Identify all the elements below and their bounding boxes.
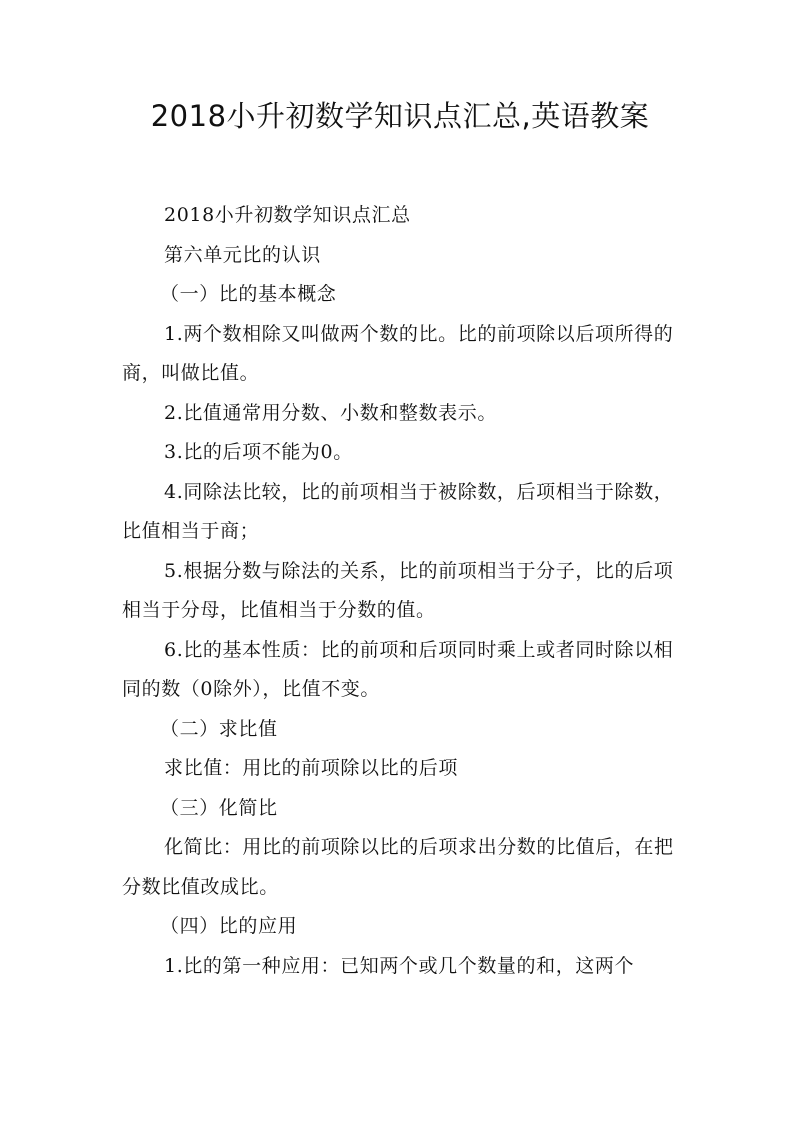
section-heading-2: （二）求比值 [160,717,278,740]
document-title: 2018小升初数学知识点汇总,英语教案 [150,99,650,133]
paragraph-text: 化简比：用比的前项除以比的后项求出分数的比值后，在把分数比值改成比。 [122,836,674,898]
paragraph-text: 求比值：用比的前项除以比的后项 [164,757,459,779]
list-item: 4.同除法比较，比的前项相当于被除数，后项相当于除数，比值相当于商； [122,480,674,542]
list-item: 3.比的后项不能为0。 [164,441,353,463]
list-item: 1.两个数相除又叫做两个数的比。比的前项除以后项所得的商，叫做比值。 [122,322,674,384]
section-heading-1: （一）比的基本概念 [160,283,337,305]
paragraph-unit-heading: 第六单元比的认识 [164,243,321,266]
list-item: 2.比值通常用分数、小数和整数表示。 [164,401,497,424]
paragraph-subtitle: 2018小升初数学知识点汇总 [164,204,411,226]
section-heading-4: （四）比的应用 [160,915,298,937]
list-item: 5.根据分数与除法的关系，比的前项相当于分子，比的后项相当于分母，比值相当于分数的值。 [122,559,674,621]
section-heading-3: （三）化简比 [160,796,278,819]
list-item: 1.比的第一种应用：已知两个或几个数量的和，这两个 [164,954,635,977]
list-item: 6.比的基本性质：比的前项和后项同时乘上或者同时除以相同的数（0除外），比值不变。 [122,638,674,700]
document-body [122,196,682,986]
